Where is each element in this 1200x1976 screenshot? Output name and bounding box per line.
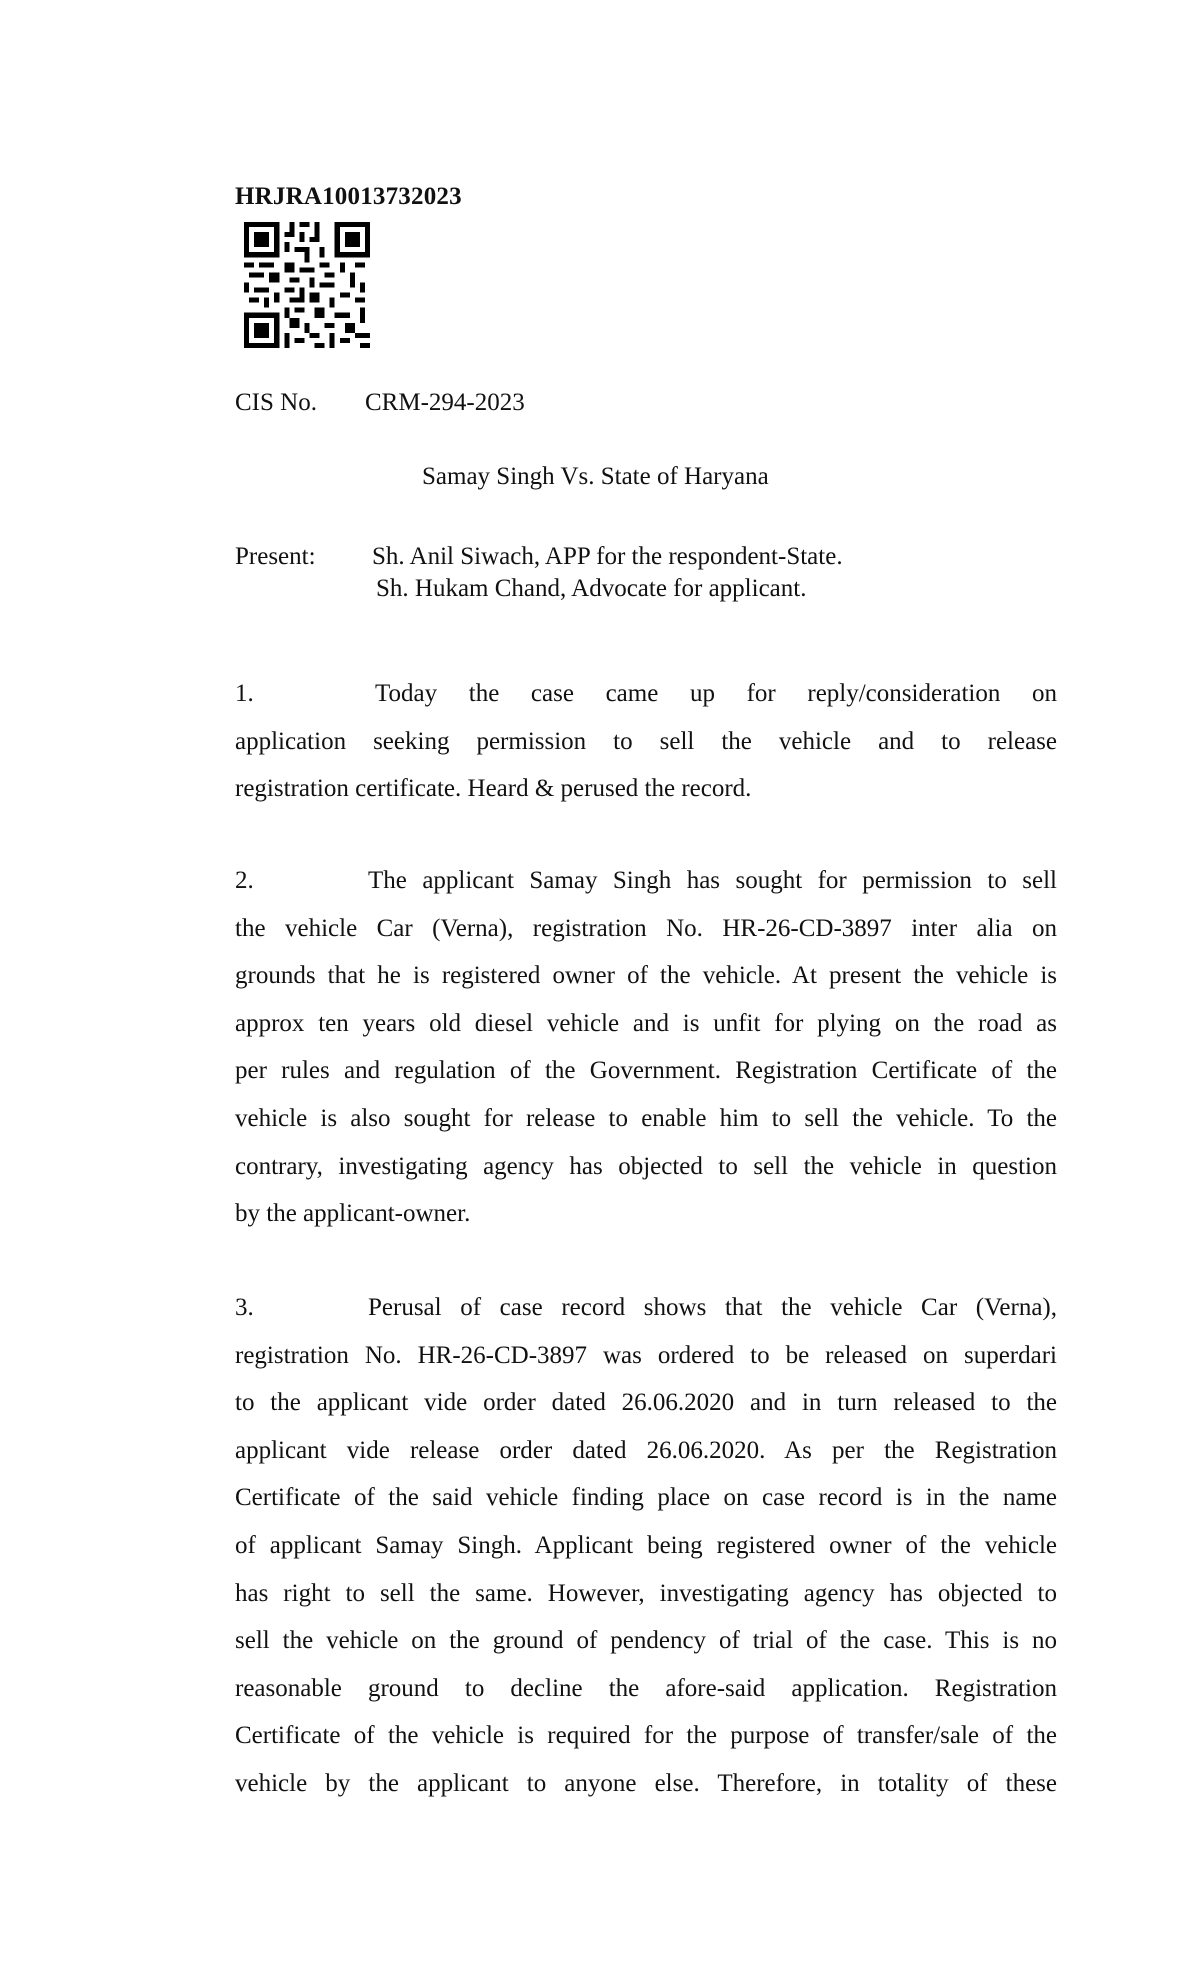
paragraph-1 <box>235 670 1057 813</box>
paragraph-line: vehicle by the applicant to anyone else. Therefore, in totality of these <box>235 1769 1057 1797</box>
paragraph-3 <box>235 1284 1057 1808</box>
case-code: HRJRA10013732023 <box>235 183 462 210</box>
paragraph-line: The applicant Samay Singh has sought for permission to sell <box>368 867 1057 894</box>
paragraph-number: 3. <box>235 1294 254 1321</box>
paragraph-line: Today the case came up for reply/consideration on <box>375 680 1057 707</box>
paragraph-line: grounds that he is registered owner of the vehicle. At present the vehicle is <box>235 962 1057 990</box>
paragraph-line: registration No. HR-26-CD-3897 was ordered to be released on superdari <box>235 1341 1057 1369</box>
paragraph-line: approx ten years old diesel vehicle and is unfit for plying on the road as <box>235 1009 1057 1037</box>
qr-code-icon <box>244 222 370 348</box>
paragraph-2 <box>235 857 1057 1238</box>
paragraph-line: of applicant Samay Singh. Applicant being registered owner of the vehicle <box>235 1531 1057 1559</box>
paragraph-number: 1. <box>235 680 254 707</box>
paragraph-line: applicant vide release order dated 26.06.2020. As per the Registration <box>235 1436 1057 1464</box>
present-line: Sh. Hukam Chand, Advocate for applicant. <box>376 575 807 602</box>
paragraph-number: 2. <box>235 867 254 894</box>
paragraph-line: by the applicant-owner. <box>235 1200 471 1228</box>
paragraph-line: Perusal of case record shows that the vehicle Car (Verna), <box>368 1294 1057 1321</box>
case-title: Samay Singh Vs. State of Haryana <box>422 463 769 490</box>
paragraph-line: the vehicle Car (Verna), registration No. HR-26-CD-3897 inter alia on <box>235 914 1057 942</box>
paragraph-line: has right to sell the same. However, investigating agency has objected to <box>235 1579 1057 1607</box>
present-line: Sh. Anil Siwach, APP for the respondent-State. <box>372 543 843 570</box>
paragraph-line: per rules and regulation of the Government. Registration Certificate of the <box>235 1057 1057 1085</box>
paragraph-line: contrary, investigating agency has objected to sell the vehicle in question <box>235 1152 1057 1180</box>
paragraph-line: sell the vehicle on the ground of pendency of trial of the case. This is no <box>235 1627 1057 1655</box>
paragraph-line: to the applicant vide order dated 26.06.2020 and in turn released to the <box>235 1389 1057 1417</box>
paragraph-line: registration certificate. Heard & perused the record. <box>235 775 752 803</box>
present-label: Present: <box>235 543 316 570</box>
paragraph-line: Certificate of the vehicle is required for the purpose of transfer/sale of the <box>235 1722 1057 1750</box>
paragraph-line: vehicle is also sought for release to enable him to sell the vehicle. To the <box>235 1104 1057 1132</box>
paragraph-line: reasonable ground to decline the afore-said application. Registration <box>235 1674 1057 1702</box>
cis-label: CIS No. <box>235 389 317 416</box>
cis-value: CRM-294-2023 <box>365 389 525 416</box>
paragraph-line: application seeking permission to sell the vehicle and to release <box>235 727 1057 755</box>
paragraph-line: Certificate of the said vehicle finding place on case record is in the name <box>235 1484 1057 1512</box>
